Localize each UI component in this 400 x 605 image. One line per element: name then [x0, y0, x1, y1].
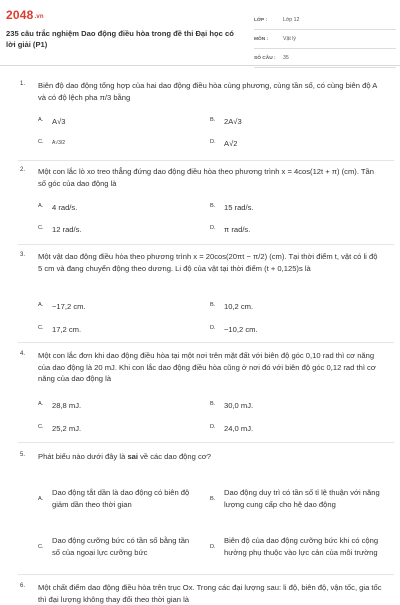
- option-a[interactable]: [38, 301, 86, 313]
- option-letter: D.: [210, 424, 216, 430]
- option-letter: C.: [38, 543, 44, 550]
- logo-text: 2048: [6, 8, 34, 22]
- option-text: 12 rad/s.: [52, 225, 82, 234]
- option-letter: D.: [210, 139, 216, 145]
- question-text-post: về các dao động cơ?: [138, 452, 211, 461]
- option-c[interactable]: [38, 423, 81, 435]
- option-letter: B.: [210, 495, 216, 502]
- meta-label: SỐ CÂU :: [254, 55, 276, 61]
- site-logo[interactable]: [6, 8, 44, 22]
- option-letter: C.: [38, 225, 44, 231]
- question-divider: [18, 574, 394, 575]
- option-d[interactable]: [210, 324, 258, 336]
- option-text: 2A√3: [224, 117, 242, 126]
- question-number: 1.: [20, 81, 26, 87]
- option-letter: D.: [210, 543, 216, 550]
- option-letter: D.: [210, 225, 216, 231]
- option-letter: B.: [210, 302, 216, 308]
- option-text: −17,2 cm.: [52, 302, 86, 311]
- option-text: π rad/s.: [224, 225, 251, 234]
- question-number: 5.: [20, 452, 26, 458]
- option-d[interactable]: [210, 224, 250, 236]
- option-letter: A.: [38, 495, 44, 502]
- question-number: 4.: [20, 351, 26, 357]
- option-letter: A.: [38, 302, 44, 308]
- meta-row-count: [254, 49, 396, 68]
- question-text: Một con lắc đơn khi dao động điều hòa tại một nơi trên mặt đất với biên độ góc 0,10 rad thì cơ năng của dao động là 20 mJ. Khi con lắc dao động điều hòa cũng ở nơi đó với biên độ góc 0,12 rad thì cơ năng của dao động là: [38, 351, 376, 383]
- option-text: 24,0 mJ.: [224, 424, 254, 433]
- option-letter: C.: [38, 325, 44, 331]
- option-letter: B.: [210, 117, 216, 123]
- option-a[interactable]: [38, 202, 77, 214]
- question-divider: [18, 442, 394, 443]
- logo-suffix: .vn: [34, 14, 44, 20]
- document-header: [0, 0, 400, 66]
- meta-label: LỚP :: [254, 17, 268, 23]
- option-c[interactable]: [38, 524, 198, 569]
- option-b[interactable]: [210, 116, 242, 128]
- option-a[interactable]: [38, 116, 65, 128]
- option-text: Dao động cưỡng bức có tần số bằng tần số của ngoại lực cưỡng bức: [52, 536, 190, 557]
- question-text: Một con lắc lò xo treo thẳng đứng dao động điều hòa theo phương trình x = 4cos(12t + π) (cm). Tần số góc của dao động là: [38, 167, 375, 188]
- option-d[interactable]: [210, 524, 382, 569]
- question-text-pre: Phát biểu nào dưới đây là: [38, 452, 128, 461]
- option-letter: A.: [38, 203, 44, 209]
- option-text: 30,0 mJ.: [224, 401, 254, 410]
- question-number: 6.: [20, 583, 26, 589]
- option-text: Dao động tắt dần là dao động có biên độ giảm dần theo thời gian: [52, 488, 190, 509]
- meta-row-class: [254, 11, 396, 30]
- option-text: Biên độ của dao động cưỡng bức khi có cộng hưởng phụ thuộc vào lực cản của môi trường: [224, 536, 379, 557]
- option-b[interactable]: [210, 400, 253, 412]
- meta-value: Vật lý: [283, 36, 296, 42]
- option-a[interactable]: [38, 476, 198, 521]
- question-number: 2.: [20, 167, 26, 173]
- document-title: 235 câu trắc nghiệm Dao động điều hòa trong đề thi Đại học có lời giải (P1): [6, 29, 234, 49]
- option-text: 28,8 mJ.: [52, 401, 82, 410]
- option-text: 25,2 mJ.: [52, 424, 82, 433]
- question-text: [38, 451, 382, 463]
- question-number: 3.: [20, 252, 26, 258]
- question-text: Biên độ dao động tổng hợp của hai dao động điều hòa cùng phương, cùng tần số, có cùng biên độ A và có độ lệch pha π/3 bằng: [38, 81, 377, 102]
- option-b[interactable]: [210, 301, 253, 313]
- option-letter: B.: [210, 203, 216, 209]
- meta-row-subject: [254, 30, 396, 49]
- option-d[interactable]: [210, 138, 237, 150]
- question-divider: [18, 244, 394, 245]
- option-a[interactable]: [38, 400, 81, 412]
- option-text: 10,2 cm.: [224, 302, 254, 311]
- option-text: 4 rad/s.: [52, 203, 78, 212]
- option-text: Dao động duy trì có tần số tỉ lệ thuận với năng lượng cung cấp cho hệ dao động: [224, 488, 380, 509]
- meta-value: Lớp 12: [283, 17, 300, 23]
- option-letter: A.: [38, 117, 44, 123]
- option-text: A√3: [52, 117, 66, 126]
- question-text: Một chất điểm dao động điều hòa trên trục Ox. Trong các đại lượng sau: li độ, biên độ, vận tốc, gia tốc thì đại lượng không thay đổi theo thời gian là: [38, 583, 382, 604]
- document-meta: [254, 11, 396, 68]
- option-letter: B.: [210, 401, 216, 407]
- option-c[interactable]: [38, 138, 65, 150]
- option-text: A√3/2: [52, 140, 66, 146]
- option-letter: D.: [210, 325, 216, 331]
- option-text: 15 rad/s.: [224, 203, 254, 212]
- option-text: A√2: [224, 139, 238, 148]
- question-divider: [18, 160, 394, 161]
- question-text-emphasis: sai: [127, 452, 138, 461]
- meta-value: 35: [283, 55, 289, 61]
- option-text: 17,2 cm.: [52, 325, 82, 334]
- option-letter: C.: [38, 139, 44, 145]
- option-letter: C.: [38, 424, 44, 430]
- option-c[interactable]: [38, 224, 82, 236]
- option-c[interactable]: [38, 324, 81, 336]
- option-d[interactable]: [210, 423, 253, 435]
- option-letter: A.: [38, 401, 44, 407]
- option-text: −10,2 cm.: [224, 325, 258, 334]
- question-divider: [18, 342, 394, 343]
- question-text: Một vật dao động điều hòa theo phương trình x = 20cos(20πt − π/2) (cm). Tại thời điểm t, vật có li độ 5 cm và đang chuyển động theo dương. Li độ của vật tại thời điểm (t + 0,125)s là: [38, 252, 378, 273]
- meta-label: MÔN :: [254, 36, 269, 42]
- option-b[interactable]: [210, 202, 254, 214]
- option-b[interactable]: [210, 476, 382, 521]
